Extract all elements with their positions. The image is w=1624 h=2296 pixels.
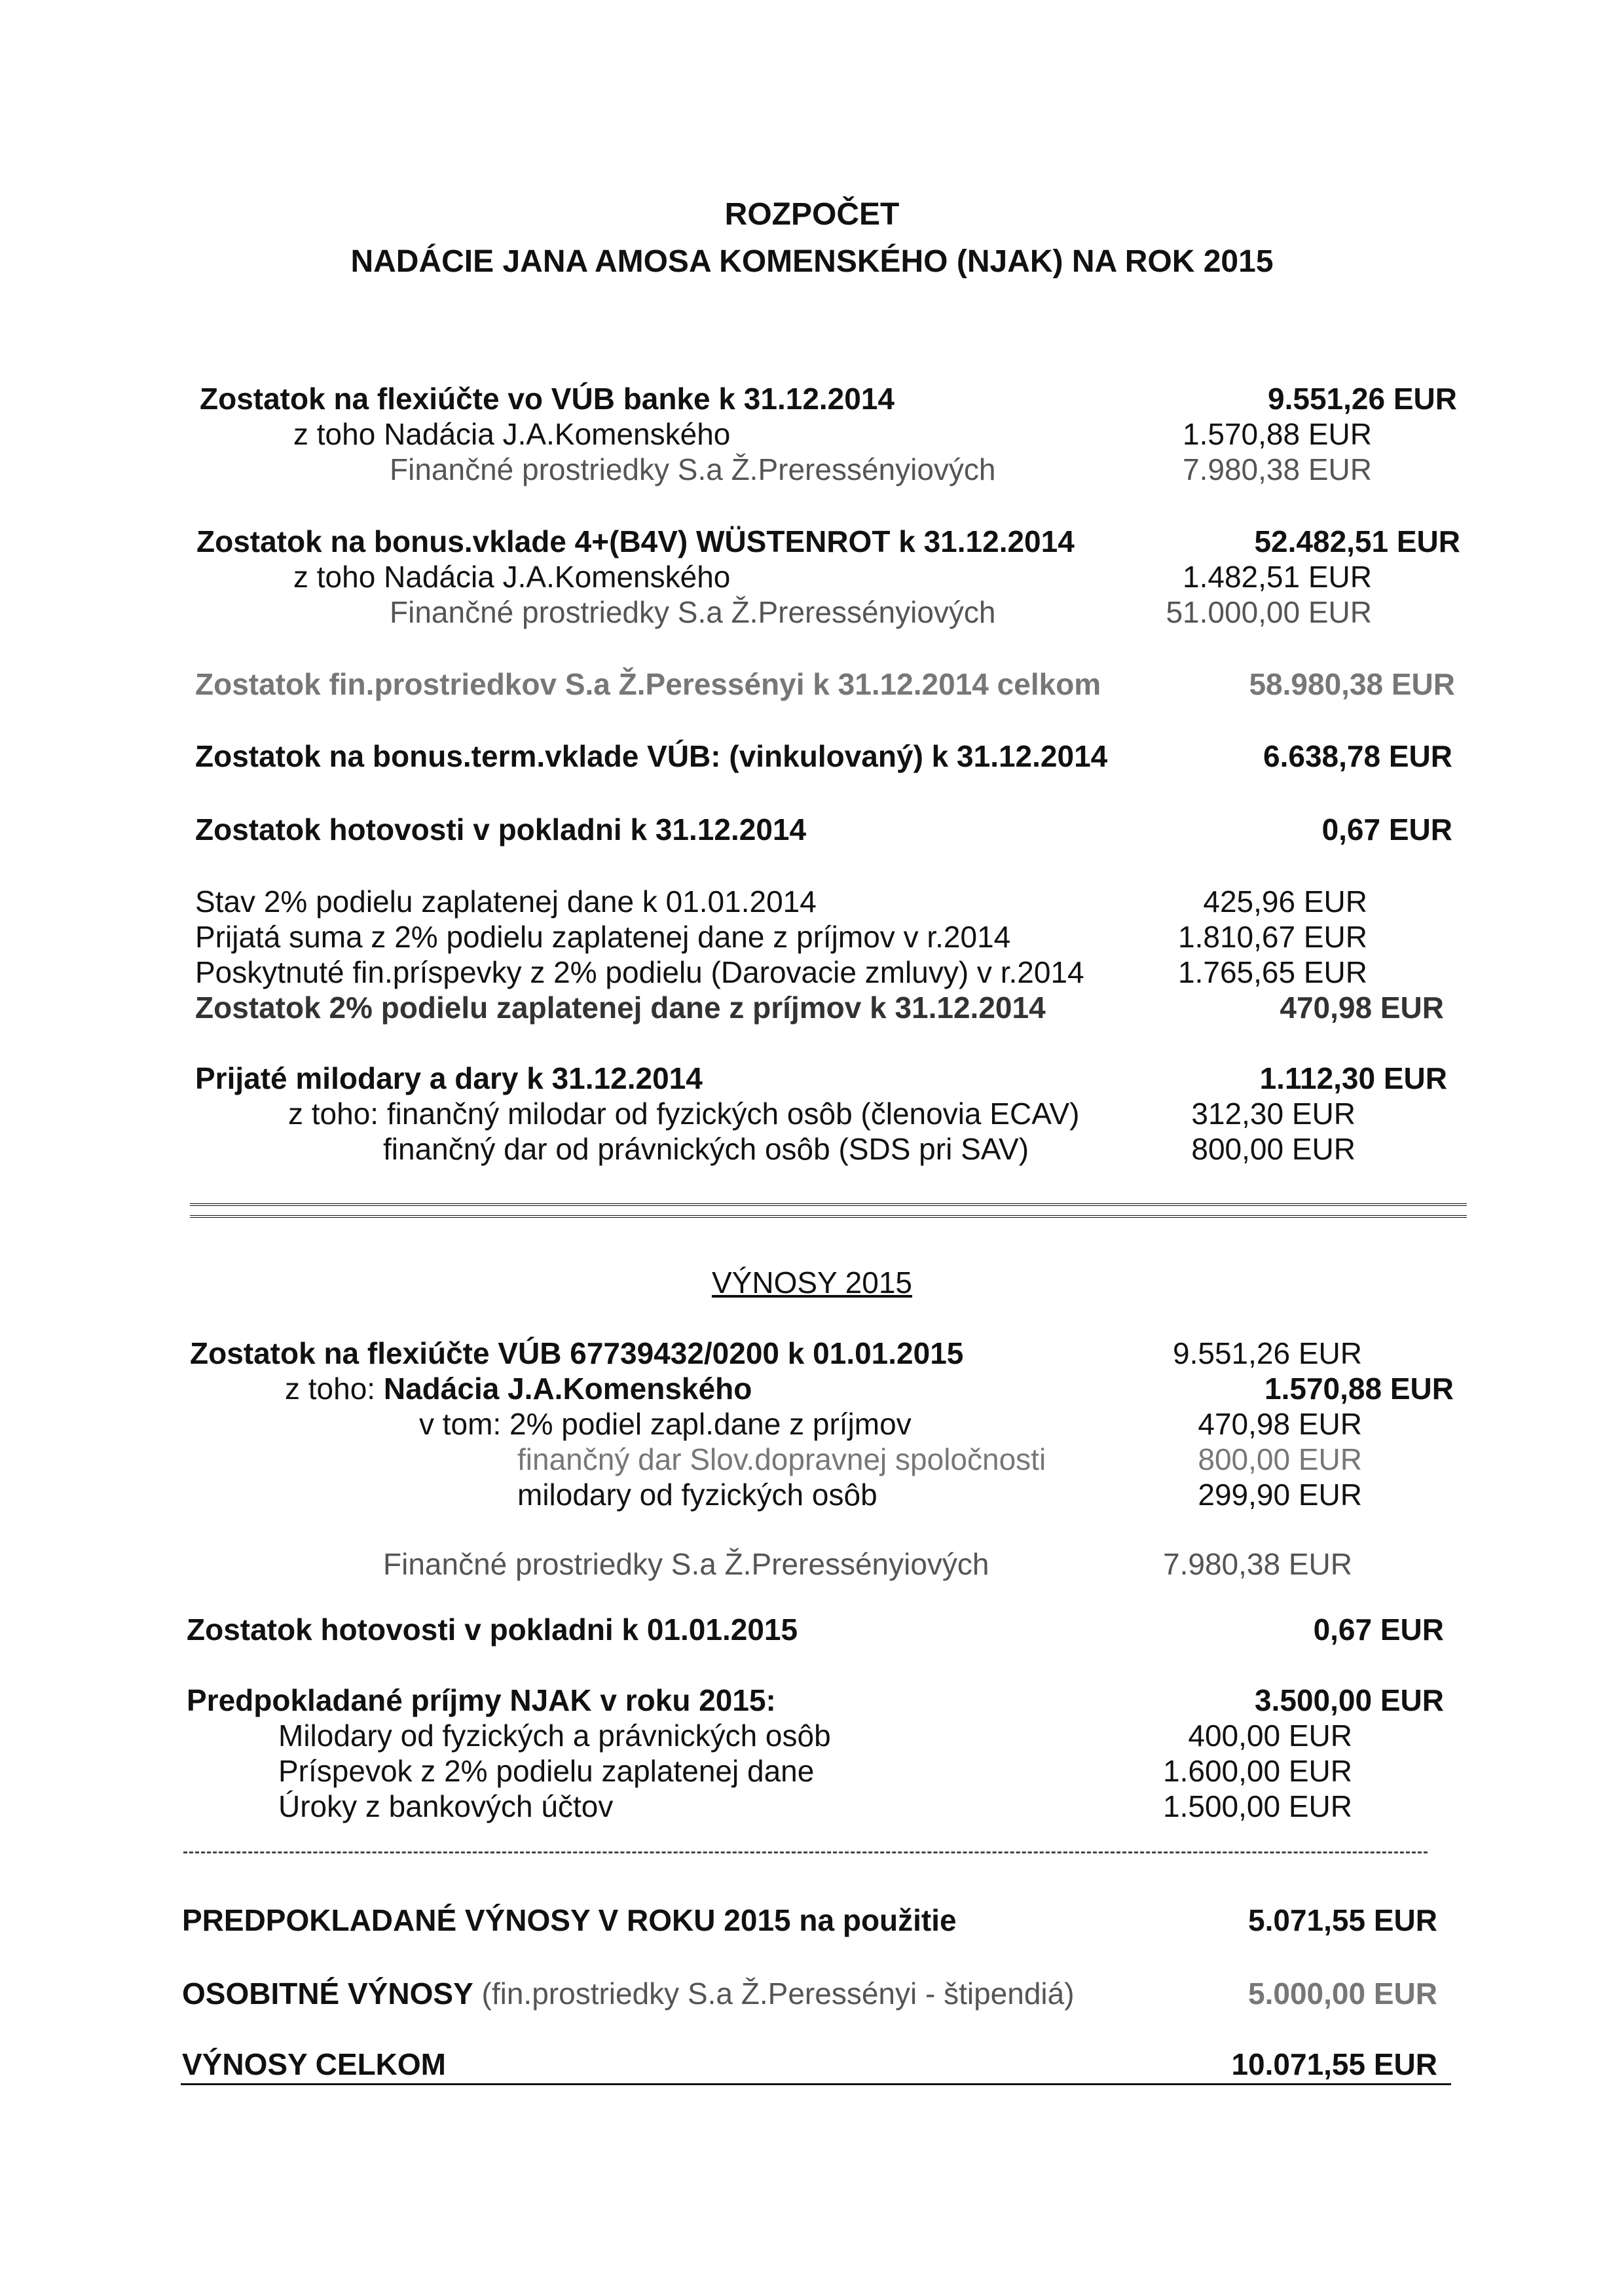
gifts-label: Prijaté milodary a dary k 31.12.2014: [195, 1061, 703, 1095]
tax2-row4: [0, 990, 1624, 1027]
tax2-row1: [0, 884, 1624, 920]
rev-expected-r2: [0, 1753, 1624, 1790]
wustenrot-sub2-label: Finančné prostriedky S.a Ž.Preressényiových: [390, 595, 996, 629]
tax2-row2: [0, 919, 1624, 956]
rev-flexi-fin-value: 7.980,38 EUR: [1163, 1547, 1352, 1581]
cash-balance-value: 0,67 EUR: [1321, 812, 1452, 847]
wustenrot-sub2-value: 51.000,00 EUR: [1166, 595, 1372, 629]
tax2-row1-value: 425,96 EUR: [1203, 884, 1367, 919]
wustenrot-sub1-value: 1.482,51 EUR: [1183, 560, 1372, 594]
rev-expected-r3-value: 1.500,00 EUR: [1163, 1789, 1352, 1823]
rev-expected-r3-label: Úroky z bankových účtov: [278, 1789, 614, 1823]
rev-flexi-sub-value: 1.570,88 EUR: [1264, 1372, 1454, 1406]
gifts-sub2-row: [0, 1131, 1624, 1168]
rev-expected-r1: [0, 1718, 1624, 1755]
wustenrot-balance-label: Zostatok na bonus.vklade 4+(B4V) WÜSTENROT k 31.12.2014: [196, 524, 1075, 558]
total-underline: [181, 2083, 1451, 2085]
rev-flexi-in3-row: [0, 1477, 1624, 1514]
gifts-sub1-label: z toho: finančný milodar od fyzických osôb (členovia ECAV): [288, 1097, 1080, 1131]
peresseny-total-label: Zostatok fin.prostriedkov S.a Ž.Peressényi k 31.12.2014 celkom: [195, 667, 1101, 701]
wustenrot-sub2-row: [0, 594, 1624, 631]
special-revenues-label: OSOBITNÉ VÝNOSY: [182, 1977, 473, 2011]
rev-expected-label: Predpokladané príjmy NJAK v roku 2015:: [187, 1683, 776, 1717]
rev-flexi-in3-label: milodary od fyzických osôb: [517, 1478, 877, 1512]
rev-flexi-sub-name: Nadácia J.A.Komenského: [383, 1372, 752, 1406]
flexi-balance-value: 9.551,26 EUR: [1268, 382, 1457, 416]
term-deposit-value: 6.638,78 EUR: [1263, 739, 1452, 773]
tax2-row4-value: 470,98 EUR: [1280, 991, 1444, 1025]
rev-expected-r2-label: Príspevok z 2% podielu zaplatenej dane: [278, 1754, 815, 1788]
usable-revenues-value: 5.071,55 EUR: [1248, 1903, 1437, 1937]
rev-expected-r1-value: 400,00 EUR: [1188, 1719, 1352, 1753]
total-revenues-label: VÝNOSY CELKOM: [182, 2047, 446, 2081]
wustenrot-balance-row: [0, 524, 1624, 560]
rev-cash-value: 0,67 EUR: [1313, 1613, 1444, 1647]
rev-flexi-fin-row: [0, 1546, 1624, 1583]
rev-flexi-value: 9.551,26 EUR: [1173, 1336, 1362, 1370]
flexi-sub1-label: z toho Nadácia J.A.Komenského: [293, 417, 731, 451]
flexi-balance-label: Zostatok na flexiúčte vo VÚB banke k 31.12.2014: [200, 382, 895, 416]
total-revenues-row: [0, 2047, 1624, 2083]
usable-revenues-row: [0, 1903, 1624, 1939]
special-revenues-value: 5.000,00 EUR: [1248, 1977, 1437, 2011]
cash-balance-row: [0, 812, 1624, 848]
rev-flexi-sub-prefix: z toho:: [285, 1372, 384, 1406]
flexi-sub1-value: 1.570,88 EUR: [1183, 417, 1372, 451]
rev-flexi-in3-value: 299,90 EUR: [1198, 1478, 1362, 1512]
gifts-value: 1.112,30 EUR: [1259, 1061, 1447, 1095]
gifts-sub2-label: finančný dar od právnických osôb (SDS pri SAV): [383, 1132, 1029, 1166]
gifts-sub1-value: 312,30 EUR: [1191, 1097, 1356, 1131]
tax2-row1-label: Stav 2% podielu zaplatenej dane k 01.01.2014: [195, 884, 817, 919]
tax2-row3: [0, 955, 1624, 991]
term-deposit-label: Zostatok na bonus.term.vklade VÚB: (vinkulovaný) k 31.12.2014: [195, 739, 1108, 773]
rev-flexi-sub-label: [285, 1371, 752, 1406]
rev-cash-row: [0, 1612, 1624, 1649]
flexi-sub2-label: Finančné prostriedky S.a Ž.Preressényiových: [390, 452, 996, 486]
document-subtitle: NADÁCIE JANA AMOSA KOMENSKÉHO (NJAK) NA ROK 2015: [350, 244, 1274, 279]
rev-flexi-sub-row: [0, 1371, 1624, 1408]
usable-revenues-label: PREDPOKLADANÉ VÝNOSY V ROKU 2015 na použitie: [182, 1903, 957, 1937]
total-revenues-value: 10.071,55 EUR: [1231, 2047, 1437, 2081]
peresseny-total-row: [0, 666, 1624, 703]
rev-flexi-in2-label: finančný dar Slov.dopravnej spoločnosti: [517, 1442, 1046, 1476]
double-separator: [190, 1203, 1467, 1218]
special-revenues-label-group: [182, 1976, 1075, 2011]
term-deposit-row: [0, 738, 1624, 775]
rev-flexi-label: Zostatok na flexiúčte VÚB 67739432/0200 k 01.01.2015: [190, 1336, 964, 1370]
flexi-sub2-row: [0, 452, 1624, 488]
special-revenues-note: (fin.prostriedky S.a Ž.Peressényi - štipendiá): [481, 1977, 1075, 2011]
flexi-sub2-value: 7.980,38 EUR: [1183, 452, 1372, 486]
rev-flexi-in2-value: 800,00 EUR: [1198, 1442, 1362, 1476]
gifts-sub1-row: [0, 1096, 1624, 1133]
cash-balance-label: Zostatok hotovosti v pokladni k 31.12.2014: [195, 812, 807, 847]
rev-expected-r2-value: 1.600,00 EUR: [1163, 1754, 1352, 1788]
peresseny-total-value: 58.980,38 EUR: [1249, 667, 1455, 701]
rev-expected-row: [0, 1683, 1624, 1719]
wustenrot-sub1-label: z toho Nadácia J.A.Komenského: [293, 560, 731, 594]
rev-cash-label: Zostatok hotovosti v pokladni k 01.01.2015: [187, 1613, 798, 1647]
tax2-row4-label: Zostatok 2% podielu zaplatenej dane z príjmov k 31.12.2014: [195, 991, 1046, 1025]
tax2-row3-label: Poskytnuté fin.príspevky z 2% podielu (Darovacie zmluvy) v r.2014: [195, 955, 1084, 989]
dashed-separator: [183, 1851, 1428, 1853]
rev-flexi-in1-value: 470,98 EUR: [1198, 1407, 1362, 1441]
tax2-row3-value: 1.765,65 EUR: [1178, 955, 1367, 989]
gifts-sub2-value: 800,00 EUR: [1191, 1132, 1356, 1166]
tax2-row2-label: Prijatá suma z 2% podielu zaplatenej dane z príjmov v r.2014: [195, 920, 1011, 954]
rev-flexi-row: [0, 1336, 1624, 1372]
rev-flexi-in1-label: v tom: 2% podiel zapl.dane z príjmov: [419, 1407, 912, 1441]
special-revenues-row: [0, 1976, 1624, 2013]
rev-expected-value: 3.500,00 EUR: [1255, 1683, 1444, 1717]
rev-flexi-fin-label: Finančné prostriedky S.a Ž.Preressényiových: [383, 1547, 989, 1581]
revenues-heading-text: VÝNOSY 2015: [711, 1266, 912, 1300]
gifts-row: [0, 1061, 1624, 1097]
wustenrot-sub1-row: [0, 559, 1624, 596]
rev-expected-r1-label: Milodary od fyzických a právnických osôb: [278, 1719, 831, 1753]
document-title: ROZPOČET: [724, 197, 900, 232]
rev-flexi-in2-row: [0, 1442, 1624, 1478]
wustenrot-balance-value: 52.482,51 EUR: [1254, 524, 1460, 558]
rev-expected-r3: [0, 1789, 1624, 1825]
tax2-row2-value: 1.810,67 EUR: [1178, 920, 1367, 954]
flexi-balance-row: [0, 381, 1624, 418]
flexi-sub1-row: [0, 416, 1624, 453]
rev-flexi-in1-row: [0, 1406, 1624, 1443]
revenues-heading: [0, 1265, 1624, 1300]
